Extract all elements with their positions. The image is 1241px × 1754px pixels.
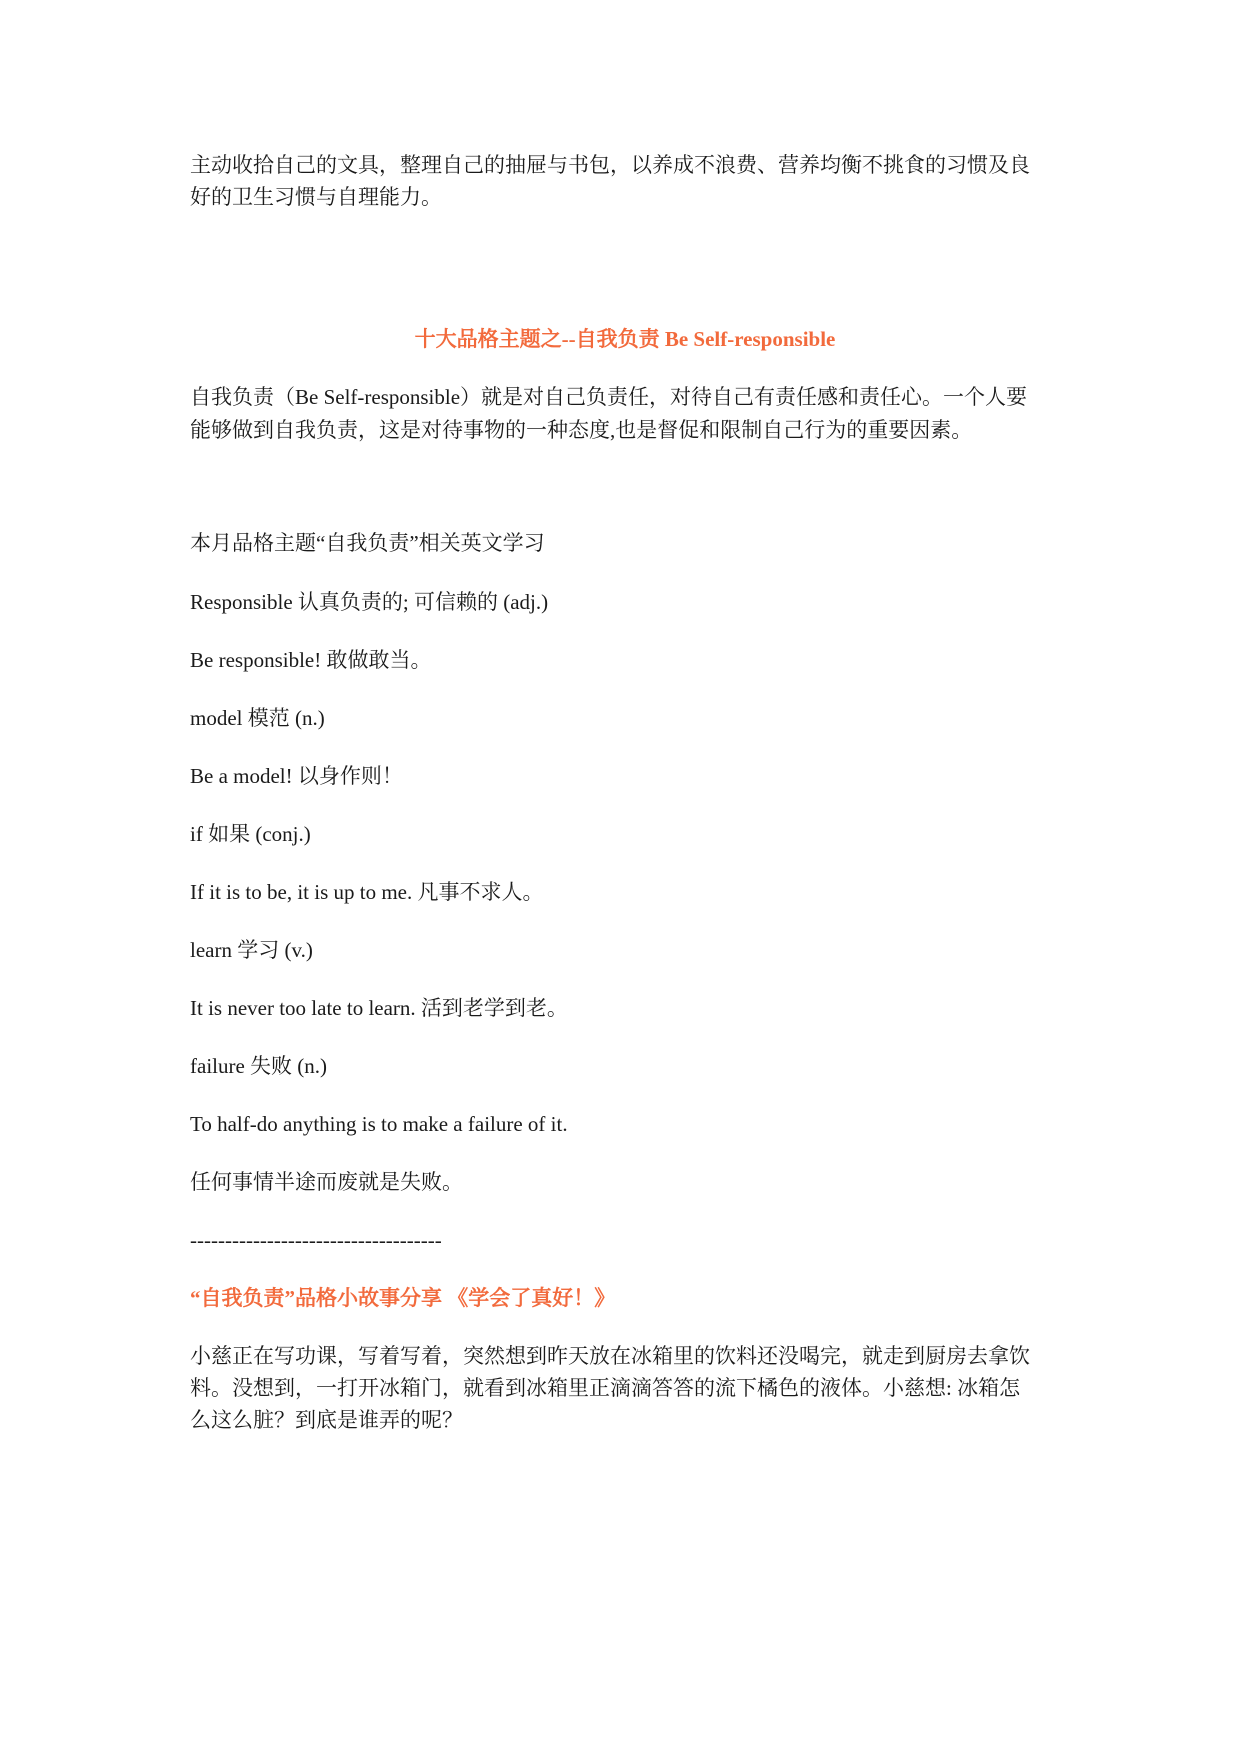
story-line-2: 料。没想到，一打开冰箱门，就看到冰箱里正滴滴答答的流下橘色的液体。小慈想: 冰箱怎 [190, 1376, 1021, 1400]
vocab-line: Be a model! 以身作则！ [190, 764, 403, 788]
vocab-line: If it is to be, it is up to me. 凡事不求人。 [190, 880, 544, 904]
vocab-line: 任何事情半途而废就是失败。 [190, 1170, 463, 1194]
definition-line-1: 自我负责（Be Self-responsible）就是对自己负责任，对待自己有责任感和责任心。一个人要 [190, 385, 1028, 409]
vocab-line: Be responsible! 敢做敢当。 [190, 648, 432, 672]
vocab-line: if 如果 (conj.) [190, 822, 311, 846]
vocab-line: learn 学习 (v.) [190, 938, 313, 962]
vocab-line: To half-do anything is to make a failure of it. [190, 1112, 568, 1136]
definition-line-2: 能够做到自我负责，这是对待事物的一种态度,也是督促和限制自己行为的重要因素。 [190, 418, 973, 442]
vocab-line: It is never too late to learn. 活到老学到老。 [190, 996, 568, 1020]
divider: ------------------------------------ [190, 1228, 442, 1252]
vocab-heading: 本月品格主题“自我负责”相关英文学习 [190, 531, 545, 555]
vocab-line: Responsible 认真负责的; 可信赖的 (adj.) [190, 590, 549, 614]
intro-line-2: 好的卫生习惯与自理能力。 [190, 185, 442, 209]
story-title: “自我负责”品格小故事分享 《学会了真好！》 [190, 1286, 616, 1310]
story-line-3: 么这么脏？到底是谁弄的呢？ [190, 1408, 463, 1432]
section-title: 十大品格主题之--自我负责 Be Self-responsible [414, 327, 836, 351]
story-line-1: 小慈正在写功课，写着写着，突然想到昨天放在冰箱里的饮料还没喝完，就走到厨房去拿饮 [190, 1344, 1030, 1368]
vocab-line: model 模范 (n.) [190, 706, 325, 730]
vocab-line: failure 失败 (n.) [190, 1054, 328, 1078]
intro-line-1: 主动收拾自己的文具，整理自己的抽屉与书包，以养成不浪费、营养均衡不挑食的习惯及良 [190, 153, 1030, 177]
